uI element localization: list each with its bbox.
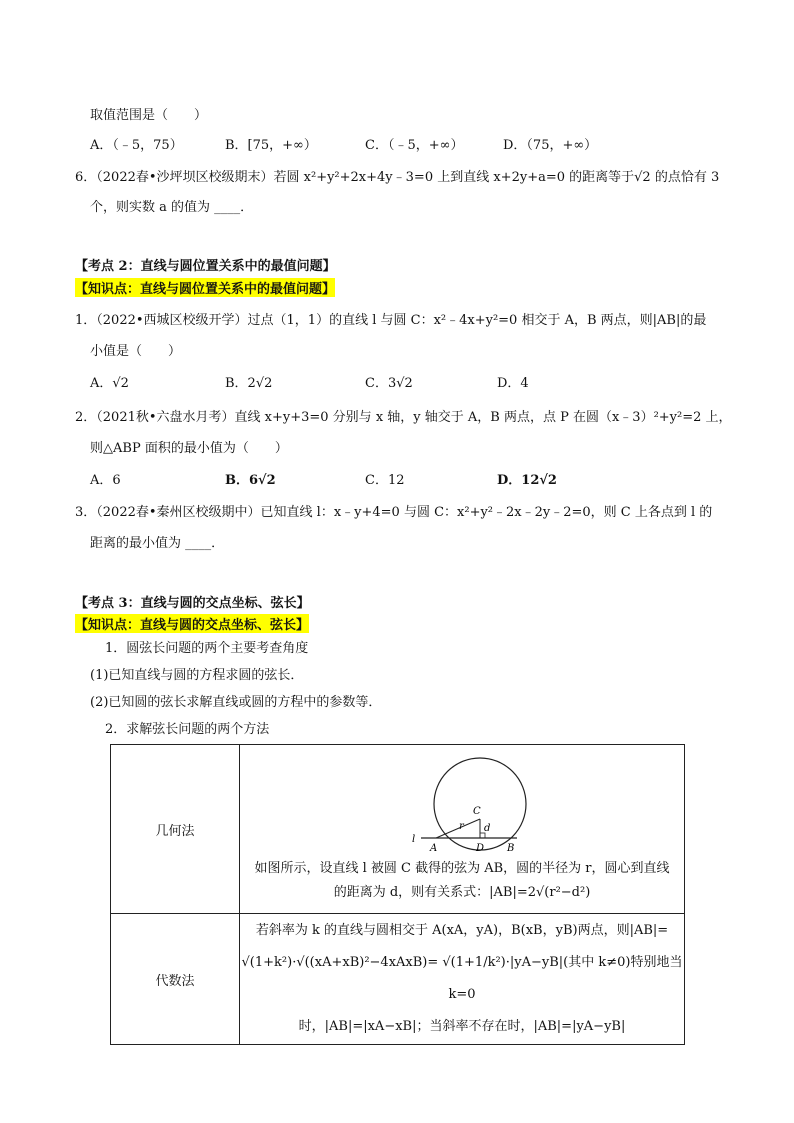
- table-row-algebraic: [111, 914, 685, 1045]
- q5-option-c: C．（﹣5，+∞）: [365, 138, 464, 153]
- label-D: D: [476, 843, 485, 854]
- knowledge-point-3: 【知识点：直线与圆的交点坐标、弦长】: [75, 614, 309, 633]
- p2-option-d: D．12√2: [497, 473, 557, 488]
- q5-option-b: B．[75，+∞）: [225, 138, 317, 153]
- note-2: 2．求解弦长问题的两个方法: [105, 722, 270, 737]
- q6-line-2: 个，则实数 a 的值为 ____．: [90, 200, 254, 215]
- p1-option-c: C．3√2: [365, 376, 413, 391]
- note-1b: (2)已知圆的弦长求解直线或圆的方程中的参数等．: [90, 695, 382, 710]
- note-1a: (1)已知直线与圆的方程求圆的弦长．: [90, 668, 304, 683]
- q5-stem-tail: 取值范围是（ ）: [90, 108, 208, 123]
- p2-line-1: 2．（2021秋•六盘水月考）直线 x+y+3=0 分别与 x 轴，y 轴交于 A，B 两点，点 P 在圆（x﹣3）²+y²=2 上，: [75, 410, 732, 425]
- q5-option-a: A．（﹣5，75）: [90, 138, 183, 153]
- algebraic-text-2: √(1+k²)·√((xA+xB)²−4xAxB)= √(1+1/k²)·|yA−yB|(其中 k≠0)特别地当 k=0: [241, 955, 683, 1002]
- table-row-geometric: [111, 745, 685, 914]
- p2-option-b: B．6√2: [225, 473, 276, 488]
- p1-option-a: A．√2: [90, 376, 129, 391]
- p2-options: [90, 469, 557, 488]
- section-heading-3: 【考点 3：直线与圆的交点坐标、弦长】: [75, 596, 310, 611]
- p1-line-2: 小值是（ ）: [90, 344, 182, 359]
- chord-diagram: [241, 753, 683, 857]
- label-A: A: [430, 843, 438, 854]
- geometric-text-1: 如图所示，设直线 l 被圆 C 截得的弦为 AB，圆的半径为 r，圆心到直线: [254, 861, 670, 876]
- p1-option-b: B．2√2: [225, 376, 273, 391]
- p1-line-1: 1．（2022•西城区校级开学）过点（1，1）的直线 l 与圆 C：x²﹣4x+y²=0 相交于 A，B 两点，则|AB|的最: [75, 313, 707, 328]
- q6-line-1: 6．（2022春•沙坪坝区校级期末）若圆 x²+y²+2x+4y﹣3=0 上到直线 x+2y+a=0 的距离等于√2 的点恰有 3: [75, 170, 720, 185]
- label-d: d: [484, 823, 491, 834]
- p1-options: [90, 372, 529, 391]
- circle-chord-figure: [241, 753, 688, 857]
- algebraic-text-1: 若斜率为 k 的直线与圆相交于 A(xA，yA)，B(xB，yB)两点，则|AB|=: [255, 923, 669, 938]
- p1-option-d: D．4: [497, 376, 529, 391]
- algebraic-method-label: 代数法: [111, 914, 240, 1045]
- p2-option-a: A．6: [90, 473, 121, 488]
- geometric-method-body: [240, 745, 685, 914]
- radius-segment: [436, 819, 480, 838]
- q5-option-d: D．（75，+∞）: [503, 138, 598, 153]
- chord-methods-table: [110, 744, 685, 1045]
- geometric-method-label: 几何法: [111, 745, 240, 914]
- p3-line-2: 距离的最小值为 ____．: [90, 536, 225, 551]
- section-heading-2: 【考点 2：直线与圆位置关系中的最值问题】: [75, 259, 336, 274]
- p2-option-c: C．12: [365, 473, 405, 488]
- p2-line-2: 则△ABP 面积的最小值为（ ）: [90, 441, 288, 456]
- note-1: 1．圆弦长问题的两个主要考查角度: [105, 641, 309, 656]
- label-C: C: [473, 806, 481, 817]
- p3-line-1: 3．（2022春•秦州区校级期中）已知直线 l：x﹣y+4=0 与圆 C：x²+y²﹣2x﹣2y﹣2=0，则 C 上各点到 l 的: [75, 505, 713, 520]
- knowledge-point-2: 【知识点：直线与圆位置关系中的最值问题】: [75, 278, 335, 297]
- q5-options: [90, 134, 650, 153]
- geometric-text-2: 的距离为 d，则有关系式：|AB|=2√(r²−d²): [333, 885, 591, 900]
- label-B: B: [507, 843, 515, 854]
- algebraic-text-3: 时，|AB|=|xA−xB|；当斜率不存在时，|AB|=|yA−yB|: [298, 1019, 626, 1034]
- algebraic-method-body: [240, 914, 685, 1045]
- label-l: l: [412, 834, 416, 845]
- label-r: r: [459, 821, 464, 832]
